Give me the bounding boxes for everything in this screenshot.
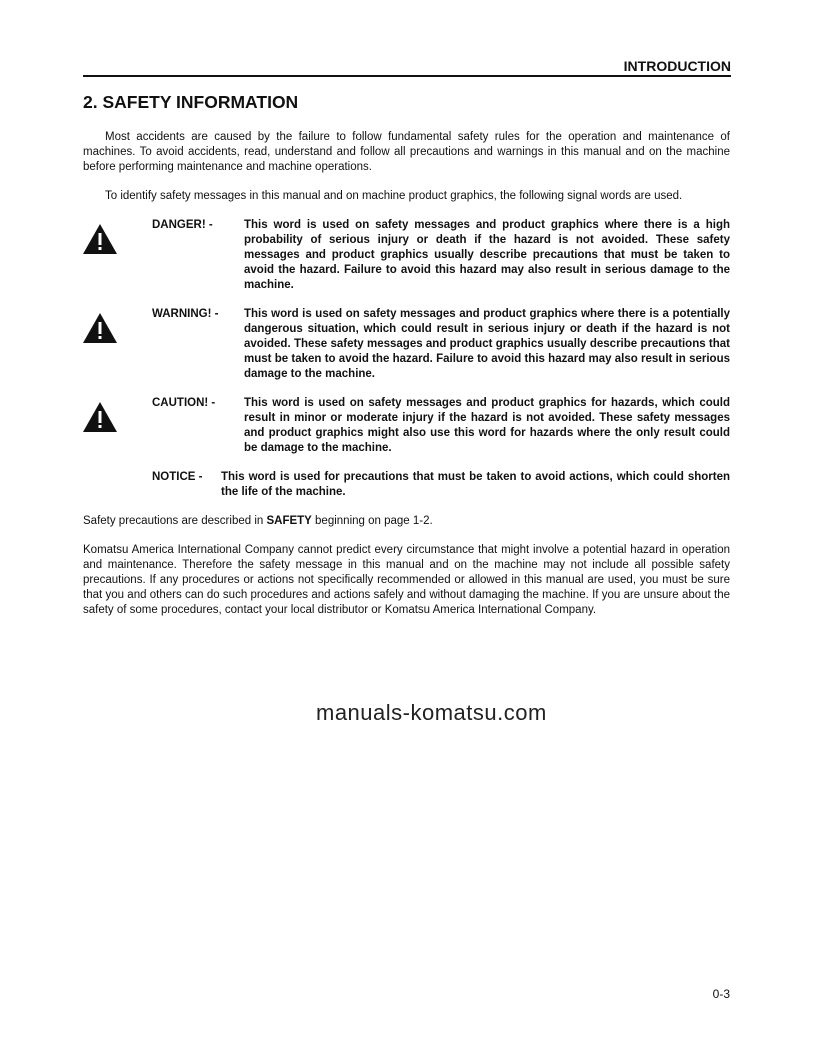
page-content [83, 92, 730, 632]
signal-description: This word is used for precautions that must be taken to avoid actions, which could shorten the life of the machine. [221, 471, 730, 498]
signal-word: DANGER! - [152, 219, 213, 231]
warning-triangle-icon [83, 313, 117, 343]
safety-reference: SAFETY [266, 515, 312, 527]
disclaimer-paragraph: Komatsu America International Company cannot predict every circumstance that might involve a potential hazard in operation and maintenance. Therefore the safety message in this manual and on the machine may not include all possible safety precautions. If any procedures or actions not specifically recommended or allowed in this manual are used, you must be sure that you and others can do such procedures and actions safely and without damaging the machine. If you are unsure about the safety of some procedures, contact your local distributor or Komatsu America International Company. [83, 544, 730, 616]
signal-word: NOTICE - [152, 471, 203, 483]
danger-signal [83, 218, 730, 293]
section-title: INTRODUCTION [623, 58, 731, 74]
signal-description: This word is used on safety messages and product graphics for hazards, which could result in minor or moderate injury if the hazard is not avoided. These safety messages and product graphics might also use this word for hazards where the only result could be damage to the machine. [244, 397, 730, 454]
text: beginning on page 1-2. [311, 515, 433, 527]
signal-word: CAUTION! - [152, 397, 216, 409]
page-header [83, 58, 731, 77]
precautions-reference [83, 514, 730, 529]
warning-triangle-icon [83, 402, 117, 432]
page-title: 2. SAFETY INFORMATION [83, 92, 299, 112]
caution-signal [83, 396, 730, 456]
text: Safety precautions are described in [83, 515, 267, 527]
warning-signal [83, 307, 730, 382]
warning-triangle-icon [83, 224, 117, 254]
signal-word: WARNING! - [152, 308, 219, 320]
notice-signal [83, 470, 730, 500]
page-number: 0-3 [712, 987, 730, 1001]
intro-paragraph: Most accidents are caused by the failure to follow fundamental safety rules for the operation and maintenance of machines. To avoid accidents, read, understand and follow all precautions and warnings in this manual and on the machine before performing maintenance and machine operations. [83, 131, 730, 173]
signal-words-intro: To identify safety messages in this manual and on machine product graphics, the following signal words are used. [105, 190, 683, 202]
signal-description: This word is used on safety messages and product graphics where there is a potentially dangerous situation, which could result in serious injury or death if the hazard is not avoided. These safety messages and product graphics usually describe precautions that must be taken to avoid the hazard. Failure to avoid this hazard may also result in serious damage to the machine. [244, 308, 730, 380]
signal-description: This word is used on safety messages and product graphics where there is a high probability of serious injury or death if the hazard is not avoided. These safety messages and product graphics usually describe precautions that must be taken to avoid the hazard. Failure to avoid this hazard may also result in serious damage to the machine. [244, 219, 730, 291]
watermark: manuals-komatsu.com [316, 700, 547, 725]
